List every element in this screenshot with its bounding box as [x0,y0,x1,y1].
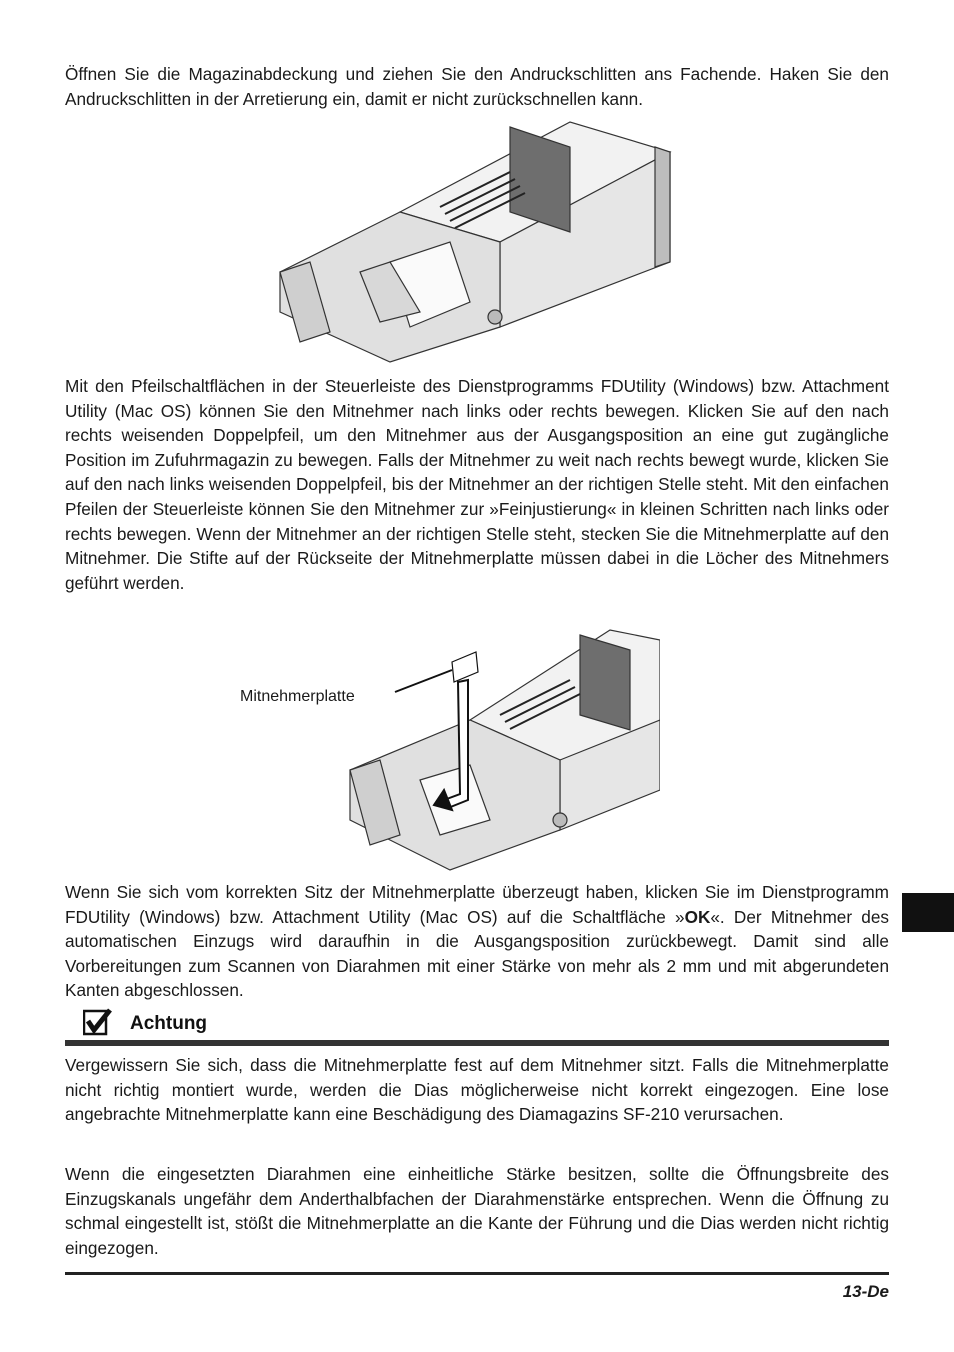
callout-leader-line [395,670,452,692]
confirm-ok-paragraph: Wenn Sie sich vom korrekten Sitz der Mitnehmerplatte überzeugt haben, klicken Sie im Dienstprogramm FDUtility (Windows) bzw. Attachment Utility (Mac OS) auf die Schaltfläche »OK«. Der Mitnehmer des automatischen Einzugs wird daraufhin in die Ausgangsposition zurückbewegt. Damit sind alle Vorbereitungen zum Scannen von Diarahmen mit einer Stärke von mehr als 2 mm und mit abgerundeten Kanten abgeschlossen. [65,882,889,1001]
caution-divider [65,1040,889,1046]
pusher-plate [452,652,478,682]
checkmark-icon [83,1008,113,1036]
ok-button-reference: OK [684,906,711,927]
magazine-cover [580,635,630,730]
caution-paragraph-2: Wenn die eingesetzten Diarahmen eine einheitliche Stärke besitzen, sollte die Öffnungsbreite des Einzugskanals ungefähr dem Anderthalbfachen der Diarahmenstärke entsprechen. Wenn die Öffnung zu schmal eingestellt ist, stößt die Mitnehmerplatte an die Kante der Führung und die Dias werden nicht richtig eingezogen. [65,1164,889,1258]
caution-heading [83,1008,889,1040]
arrow-buttons-paragraph: Mit den Pfeilschaltflächen in der Steuerleiste des Dienstprogramms FDUtility (Windows) bzw. Attachment Utility (Mac OS) können Sie den Mitnehmer nach links oder rechts bewegen. Klicken Sie auf den nach rechts weisenden Doppelpfeil, um den Mitnehmer aus der Ausgangsposition an eine gut zugängliche Position im Zufuhrmagazin zu bewegen. Falls der Mitnehmer zu weit nach rechts bewegt wurde, klicken Sie auf den nach links weisenden Doppelpfeil, bis der Mitnehmer an der richtigen Stelle steht. Mit den einfachen Pfeilen der Steuerleiste können Sie den Mitnehmer zur »Feinjustierung« in kleinen Schritten nach links oder rechts bewegen. Wenn der Mitnehmer an der richtigen Stelle steht, stecken Sie die Mitnehmerplatte auf den Mitnehmer. Die Stifte auf der Rückseite der Mitnehmerplatte müssen dabei in die Löcher des Mitnehmers geführt werden. [65,376,889,593]
callout-mitnehmerplatte: Mitnehmerplatte [240,688,355,705]
caution-title: Achtung [130,1013,208,1034]
slide-feeder-illustration-open [270,112,680,374]
page-number: 13-De [842,1282,889,1301]
intro-paragraph: Öffnen Sie die Magazinabdeckung und ziehen Sie den Andruckschlitten ans Fachende. Haken Sie den Andruckschlitten in der Arretierung ein, damit er nicht zurückschnellen kann. [65,64,889,109]
language-thumb-tab [902,893,954,932]
caution-paragraph-1: Vergewissern Sie sich, dass die Mitnehmerplatte fest auf dem Mitnehmer sitzt. Falls die Mitnehmerplatte nicht richtig montiert wurde, werden die Dias möglicherweise nicht korrekt eingezogen. Eine lose angebrachte Mitnehmerplatte kann eine Beschädigung des Diamagazins SF-210 verursachen. [65,1055,889,1125]
pusher-plate-illustration [230,620,660,882]
footer-divider [65,1272,889,1275]
